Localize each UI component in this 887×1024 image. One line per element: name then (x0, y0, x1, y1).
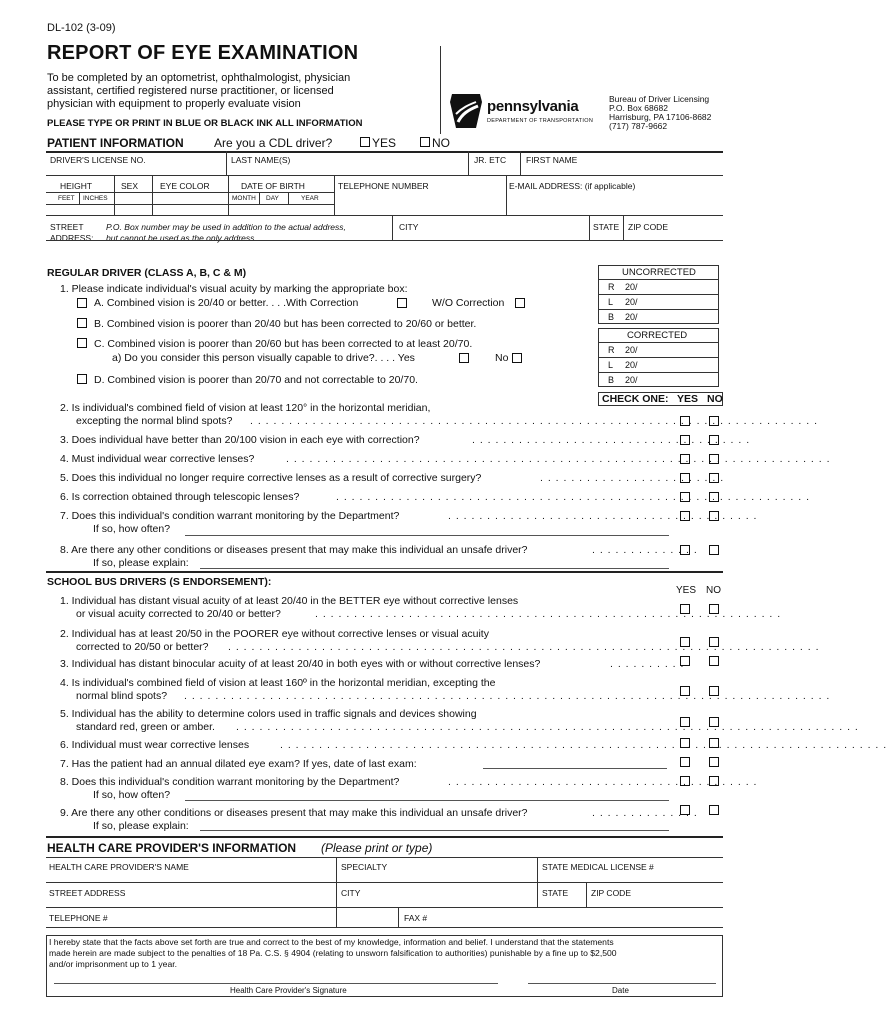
email-field[interactable] (507, 193, 723, 213)
bus-q5a: 5. Individual has the ability to determine colors used in traffic signals and devices showing (60, 708, 477, 720)
ink-note: PLEASE TYPE OR PRINT IN BLUE OR BLACK INK ALL INFORMATION (47, 118, 363, 129)
bus-q1-no[interactable] (709, 604, 719, 614)
bus-q9-no[interactable] (709, 805, 719, 815)
agency-address-3: Harrisburg, PA 17106-8682 (609, 112, 712, 122)
unc-l-val[interactable]: 20/ (625, 297, 638, 307)
reg-q6: 6. Is correction obtained through telescopic lenses? (60, 491, 300, 503)
provider-heading: HEALTH CARE PROVIDER'S INFORMATION (47, 841, 297, 855)
bus-no-header: NO (706, 585, 721, 596)
provider-city-label: CITY (341, 888, 361, 898)
reg-q5-no[interactable] (709, 473, 719, 483)
reg-q8-explain-field[interactable] (200, 568, 669, 569)
reg-q7: 7. Does this individual's condition warrant monitoring by the Department? (60, 510, 400, 522)
reg-q8-no[interactable] (709, 545, 719, 555)
header-divider (440, 46, 441, 134)
bus-q9-explain-field[interactable] (200, 830, 669, 831)
bus-q1b: or visual acuity corrected to 20/40 or better? (76, 608, 281, 620)
keystone-logo-icon (448, 92, 484, 130)
first-name-label: FIRST NAME (526, 155, 578, 165)
bus-q1-yes[interactable] (680, 604, 690, 614)
dob-label: DATE OF BIRTH (241, 181, 305, 191)
reg-q7-no[interactable] (709, 511, 719, 521)
reg-c-text: C. Combined vision is poorer than 20/60 but has been corrected to at least 20/70. (94, 338, 473, 350)
reg-q3-yes[interactable] (680, 435, 690, 445)
cor-l: L (608, 360, 614, 370)
logo-subtext: DEPARTMENT OF TRANSPORTATION (487, 118, 594, 124)
city-label: CITY (399, 222, 419, 232)
reg-q7-yes[interactable] (680, 511, 690, 521)
bus-q3: 3. Individual has distant binocular acuity of at least 20/40 in both eyes with or without corrective lenses? (60, 658, 541, 670)
bus-q2b: corrected to 20/50 or better? (76, 641, 209, 653)
bus-q2a: 2. Individual has at least 20/50 in the POORER eye without corrective lenses or visual acuity (60, 628, 489, 640)
reg-q6-no[interactable] (709, 492, 719, 502)
statement-line-3: and/or imprisonment up to 1 year. (49, 959, 178, 969)
provider-heading-note: (Please print or type) (321, 841, 433, 855)
unc-b-val[interactable]: 20/ (625, 312, 638, 322)
po-note-1: P.O. Box number may be used in addition to the actual address, (106, 222, 346, 232)
reg-q8-yes[interactable] (680, 545, 690, 555)
unc-r: R (608, 282, 615, 292)
cdl-yes-label: YES (372, 136, 397, 150)
bus-q8-how-often-field[interactable] (185, 800, 669, 801)
provider-street-label: STREET ADDRESS (49, 888, 126, 898)
state-label: STATE (593, 222, 620, 232)
bus-q5-no[interactable] (709, 717, 719, 727)
check-one-label: CHECK ONE: (602, 393, 669, 405)
check-one-no: NO (707, 393, 723, 405)
cdl-question: Are you a CDL driver? (214, 136, 333, 150)
provider-license-field[interactable] (538, 872, 722, 882)
reg-q4: 4. Must individual wear corrective lenses? (60, 453, 255, 465)
reg-q2b: excepting the normal blind spots? (76, 415, 233, 427)
cdl-yes-checkbox[interactable] (360, 137, 370, 147)
reg-b-checkbox[interactable] (77, 318, 87, 328)
agency-address-2: P.O. Box 68682 (609, 103, 668, 113)
regular-heading: REGULAR DRIVER (CLASS A, B, C & M) (47, 267, 247, 279)
reg-c-no-text: No (495, 352, 509, 364)
height-label: HEIGHT (60, 181, 93, 191)
unc-b: B (608, 312, 615, 322)
cor-b: B (608, 375, 615, 385)
provider-fax-label: FAX # (404, 913, 428, 923)
cdl-no-label: NO (432, 136, 450, 150)
license-label: DRIVER'S LICENSE NO. (50, 155, 146, 165)
bus-q7-no[interactable] (709, 757, 719, 767)
reg-q8b: If so, please explain: (93, 557, 189, 569)
agency-address-4: (717) 787-9662 (609, 121, 668, 131)
inches-label: INCHES (83, 195, 108, 202)
cor-b-val[interactable]: 20/ (625, 375, 638, 385)
bus-q4-yes[interactable] (680, 686, 690, 696)
provider-name-field[interactable] (47, 872, 335, 882)
date-label: Date (612, 986, 629, 995)
cor-r: R (608, 345, 615, 355)
bus-q2-yes[interactable] (680, 637, 690, 647)
sex-label: SEX (121, 181, 139, 191)
agency-address-1: Bureau of Driver Licensing (609, 94, 710, 104)
day-label: DAY (266, 195, 279, 202)
bus-q2-no[interactable] (709, 637, 719, 647)
form-title: REPORT OF EYE EXAMINATION (47, 42, 359, 64)
reg-q5: 5. Does this individual no longer require corrective lenses as a result of corrective surgery? (60, 472, 482, 484)
phone-label: TELEPHONE NUMBER (338, 181, 429, 191)
uncorrected-label: UNCORRECTED (622, 267, 696, 278)
reg-a-wo-text: W/O Correction (432, 297, 505, 309)
street-label: STREET (50, 222, 84, 232)
bus-heading: SCHOOL BUS DRIVERS (S ENDORSEMENT): (47, 576, 272, 588)
bus-q6: 6. Individual must wear corrective lenses (60, 739, 250, 751)
reg-c-yes-checkbox[interactable] (459, 353, 469, 363)
cor-r-val[interactable]: 20/ (625, 345, 638, 355)
intro-line-2: assistant, certified registered nurse practitioner, or licensed (47, 85, 334, 97)
bus-q6-no[interactable] (709, 738, 719, 748)
reg-q6-yes[interactable] (680, 492, 690, 502)
year-label: YEAR (301, 195, 319, 202)
phone-field[interactable] (335, 193, 506, 213)
cdl-no-checkbox[interactable] (420, 137, 430, 147)
bus-q9b: If so, please explain: (93, 820, 189, 832)
feet-label: FEET (58, 195, 75, 202)
provider-license-label: STATE MEDICAL LICENSE # (542, 862, 654, 872)
bus-q6-yes[interactable] (680, 738, 690, 748)
reg-d-checkbox[interactable] (77, 374, 87, 384)
reg-b-text: B. Combined vision is poorer than 20/40 but has been corrected to 20/60 or better. (94, 318, 477, 330)
cor-l-val[interactable]: 20/ (625, 360, 638, 370)
bus-q9-yes[interactable] (680, 805, 690, 815)
bus-q3-no[interactable] (709, 656, 719, 666)
intro-line-3: physician with equipment to properly evaluate vision (47, 98, 301, 110)
reg-d-text: D. Combined vision is poorer than 20/70 and not correctable to 20/70. (94, 374, 418, 386)
logo-text: pennsylvania (487, 98, 579, 115)
signature-line[interactable] (54, 983, 498, 984)
bus-q7-yes[interactable] (680, 757, 690, 767)
provider-name-label: HEALTH CARE PROVIDER'S NAME (49, 862, 189, 872)
bus-q4b: normal blind spots? (76, 690, 168, 702)
jr-label: JR. ETC (474, 155, 507, 165)
statement-line-2: made herein are made subject to the penalties of 18 Pa. C.S. § 4904 (relating to unsworn falsification to authorities) punishable by a fine up to $2,500 (49, 948, 617, 958)
reg-q1: 1. Please indicate individual's visual acuity by marking the appropriate box: (60, 283, 408, 295)
bus-q4-no[interactable] (709, 686, 719, 696)
provider-phone-label: TELEPHONE # (49, 913, 108, 923)
unc-l: L (608, 297, 614, 307)
reg-q7-how-often-field[interactable] (185, 535, 669, 536)
bus-q8-yes[interactable] (680, 776, 690, 786)
unc-r-val[interactable]: 20/ (625, 282, 638, 292)
po-note-2: but cannot be used as the only address. (106, 233, 257, 243)
reg-q5-yes[interactable] (680, 473, 690, 483)
bus-q8b: If so, how often? (93, 789, 171, 801)
bus-q7: 7. Has the patient had an annual dilated eye exam? If yes, date of last exam: (60, 758, 417, 770)
bus-q8-no[interactable] (709, 776, 719, 786)
email-label: E-MAIL ADDRESS: (if applicable) (509, 181, 636, 191)
signature-label: Health Care Provider's Signature (230, 986, 347, 995)
bus-q5b: standard red, green or amber. (76, 721, 215, 733)
bus-q9: 9. Are there any other conditions or diseases present that may make this individual an unsafe driver? (60, 807, 528, 819)
reg-q8: 8. Are there any other conditions or diseases present that may make this individual an unsafe driver? (60, 544, 528, 556)
bus-yes-header: YES (676, 585, 697, 596)
date-line[interactable] (528, 983, 716, 984)
provider-zip-label: ZIP CODE (591, 888, 631, 898)
bus-q7-date-field[interactable] (483, 768, 667, 769)
reg-a-checkbox[interactable] (77, 298, 87, 308)
reg-q2a: 2. Is individual's combined field of vision at least 120° in the horizontal meridian, (60, 402, 431, 414)
reg-q2-yes[interactable] (680, 416, 690, 426)
reg-c-no-checkbox[interactable] (512, 353, 522, 363)
reg-a-text: A. Combined vision is 20/40 or better. . . .With Correction (94, 297, 359, 309)
last-name-label: LAST NAME(S) (231, 155, 291, 165)
bus-q4a: 4. Is individual's combined field of vision at least 160º in the horizontal meridian, excepting the (60, 677, 496, 689)
reg-q4-yes[interactable] (680, 454, 690, 464)
month-label: MONTH (232, 195, 256, 202)
statement-line-1: I hereby state that the facts above set forth are true and correct to the best of my knowledge, information and belief. I understand that the statements (49, 937, 614, 947)
provider-specialty-field[interactable] (337, 872, 536, 882)
bus-q8: 8. Does this individual's condition warrant monitoring by the Department? (60, 776, 400, 788)
bus-q1a: 1. Individual has distant visual acuity of at least 20/40 in the BETTER eye without corrective lenses (60, 595, 519, 607)
form-code: DL-102 (3-09) (47, 22, 116, 34)
reg-q7b: If so, how often? (93, 523, 171, 535)
check-one-yes: YES (677, 393, 699, 405)
eye-color-label: EYE COLOR (160, 181, 210, 191)
bus-q3-yes[interactable] (680, 656, 690, 666)
patient-heading: PATIENT INFORMATION (47, 136, 184, 150)
reg-q4-no[interactable] (709, 454, 719, 464)
reg-q2-no[interactable] (709, 416, 719, 426)
reg-a-wo-checkbox[interactable] (515, 298, 525, 308)
provider-state-label: STATE (542, 888, 569, 898)
intro-line-1: To be completed by an optometrist, ophthalmologist, physician (47, 72, 351, 84)
reg-c-checkbox[interactable] (77, 338, 87, 348)
provider-specialty-label: SPECIALTY (341, 862, 388, 872)
bus-q5-yes[interactable] (680, 717, 690, 727)
address-label: ADDRESS: (50, 233, 94, 243)
reg-a-with-checkbox[interactable] (397, 298, 407, 308)
corrected-label: CORRECTED (627, 330, 688, 341)
zip-label: ZIP CODE (628, 222, 668, 232)
reg-q3: 3. Does individual have better than 20/100 vision in each eye with correction? (60, 434, 420, 446)
reg-q3-no[interactable] (709, 435, 719, 445)
reg-c-sub: a) Do you consider this person visually capable to drive?. . . . Yes (112, 352, 415, 364)
